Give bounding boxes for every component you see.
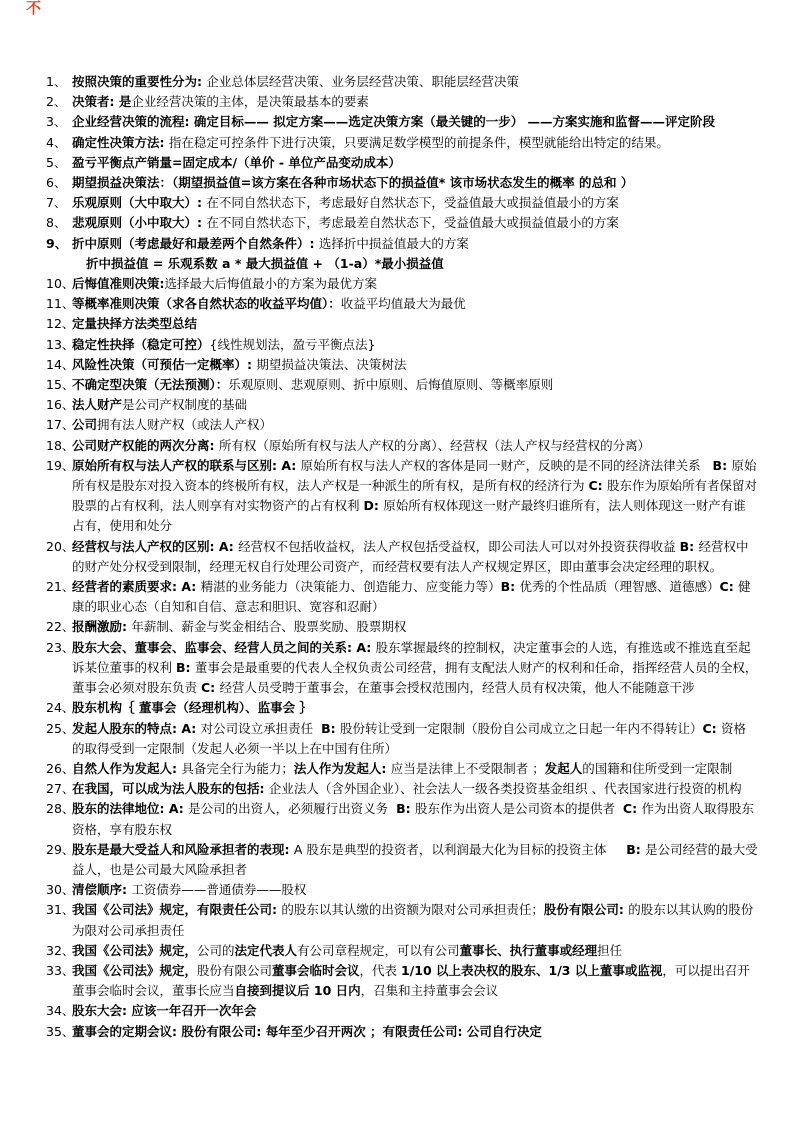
corner-annotation: 不	[26, 0, 42, 17]
item-number: 6、	[46, 175, 67, 191]
list-item	[46, 355, 758, 375]
list-item	[46, 799, 758, 839]
item-text: 在我国，可以成为法人股东的包括: 企业法人（含外国企业）、社会法人一级各类投资基金组织 、代表国家进行投资的机构	[72, 781, 742, 797]
list-item	[46, 133, 758, 153]
list-item	[46, 698, 758, 718]
item-text: 后悔值准则决策:选择最大后悔值最小的方案为最优方案	[72, 276, 378, 292]
item-text: 董事会的定期会议: 股份有限公司: 每年至少召开两次 ；有限责任公司: 公司自行决定	[72, 1023, 542, 1039]
item-text: 按照决策的重要性分为: 企业总体层经营决策、业务层经营决策、职能层经营决策	[72, 74, 519, 89]
item-number: 17、	[46, 417, 75, 433]
list-item	[46, 961, 758, 1001]
item-text: 定量抉择方法类型总结	[72, 316, 198, 332]
item-text: 我国《公司法》规定，股份有限公司董事会临时会议，代表 1/10 以上表决权的股东、1/3 以上董事或监视，可以提出召开董事会临时会议，董事长应当自接到提议后 10 日内，召集和主持董事会会议	[72, 962, 750, 999]
list-item	[46, 375, 758, 395]
list-item	[46, 234, 758, 274]
item-number: 2、	[46, 94, 67, 110]
list-item	[46, 72, 758, 92]
item-number: 23、	[46, 639, 75, 655]
list-item	[46, 537, 758, 577]
list-item	[46, 719, 758, 759]
list-item	[46, 395, 758, 415]
list-item	[46, 173, 758, 193]
list-item	[46, 1022, 758, 1042]
item-text: 企业经营决策的流程: 确定目标—— 拟定方案——选定决策方案（最关键的一步） ——方案实施和监督——评定阶段	[72, 114, 716, 130]
item-text: 公司拥有法人财产权（或法人产权）	[72, 417, 273, 433]
item-number: 16、	[46, 397, 75, 413]
item-number: 29、	[46, 841, 75, 857]
item-text: 报酬激励: 年薪制、薪金与奖金相结合、股票奖励、股票期权	[72, 619, 407, 635]
item-text: 公司财产权能的两次分离: 所有权（原始所有权与法人产权的分离）、经营权（法人产权与经营权的分离）	[72, 437, 651, 453]
list-item	[46, 153, 758, 173]
list-item	[46, 941, 758, 961]
item-text: 折中原则（考虑最好和最差两个自然条件）: 选择折中损益值最大的方案	[72, 235, 469, 251]
list-item	[46, 415, 758, 435]
item-text: 我国《公司法》规定，有限责任公司: 的股东以其认缴的出资额为限对公司承担责任；股份有限公司: 的股东以其认购的股份为限对公司承担责任	[72, 902, 754, 938]
item-number: 27、	[46, 781, 75, 797]
item-text: 发起人股东的特点: A: 对公司设立承担责任 B: 股份转让受到一定限制（股份自公司成立之日起一年内不得转让）C: 资格的取得受到一定限制（发起人必须一半以上在中国有住所）	[72, 720, 747, 756]
item-text: 经营者的素质要求: A: 精湛的业务能力（决策能力、创造能力、应变能力等）B: 优秀的个性品质（理智感、道德感）C: 健康的职业心态（自知和自信、意志和胆识、宽容和忍耐）	[72, 579, 751, 615]
item-text: 我国《公司法》规定，公司的法定代表人有公司章程规定，可以有公司董事长、执行董事或经理担任	[72, 942, 623, 958]
item-number: 4、	[46, 134, 67, 150]
item-number: 26、	[46, 760, 75, 776]
item-text: 股东是最大受益人和风险承担者的表现: A 股东是典型的投资者，以利润最大化为目标的投资主体 B: 是公司经营的最大受益人，也是公司最大风险承担者	[72, 841, 758, 877]
item-text: 原始所有权与法人产权的联系与区别: A: 原始所有权与法人产权的客体是同一财产，反映的是不同的经济法律关系 B: 原始所有权是股东对投入资本的终极所有权，法人产权是一种派生的所有权，是所有权的经济行为 C: 股东作为原始所有者保留对股票的占有权利，法人则享有对实物资产的占有权利 D: 原始所有权体现这一财产最终归谁所有，法人则体现这一财产有谁占有，使用和处分	[72, 457, 758, 534]
item-number: 11、	[46, 296, 75, 312]
list-item	[46, 759, 758, 779]
list-item	[46, 840, 758, 880]
item-subline: 折中损益值 = 乐观系数 a * 最大损益值 + （1-a）*最小损益值	[86, 255, 444, 271]
item-number: 33、	[46, 962, 75, 978]
list-item	[46, 193, 758, 213]
list-item	[46, 1001, 758, 1021]
item-number: 35、	[46, 1023, 75, 1039]
item-text: 风险性决策（可预估一定概率）: 期望损益决策法、决策树法	[72, 356, 407, 372]
item-number: 25、	[46, 720, 75, 736]
item-text: 自然人作为发起人: 具备完全行为能力；法人作为发起人: 应当是法律上不受限制者 ；发起人的国籍和住所受到一定限制	[72, 760, 733, 776]
list-item	[46, 900, 758, 940]
item-number: 12、	[46, 316, 75, 332]
item-number: 32、	[46, 942, 75, 958]
item-number: 24、	[46, 700, 75, 716]
item-number: 18、	[46, 437, 75, 453]
item-text: 决策者: 是企业经营决策的主体，是决策最基本的要素	[72, 94, 369, 110]
list-item	[46, 638, 758, 699]
item-text: 不确定型决策（无法预测）：乐观原则、悲观原则、折中原则、后悔值原则、等概率原则	[72, 377, 554, 393]
item-text: 稳定性抉择（稳定可控）{线性规划法，盈亏平衡点法}	[72, 336, 376, 352]
item-text: 等概率准则决策（求各自然状态的收益平均值）：收益平均值最大为最优	[72, 296, 466, 312]
list-item	[46, 92, 758, 112]
item-number: 7、	[46, 195, 67, 211]
item-number: 22、	[46, 619, 75, 635]
item-number: 14、	[46, 356, 75, 372]
item-text: 股东机构｛ 董事会（经理机构）、监事会 ｝	[72, 700, 312, 716]
item-number: 34、	[46, 1003, 75, 1019]
item-number: 19、	[46, 457, 75, 473]
item-text: 经营权与法人产权的区别: A: 经营权不包括收益权，法人产权包括受益权，即公司法人可以对外投资获得收益 B: 经营权中的财产处分权受到限制，经理无权自行处理公司资产，而经营权要有法人产权规定界区，即由董事会决定经理的职权。	[72, 538, 749, 574]
item-number: 8、	[46, 215, 67, 231]
item-number: 20、	[46, 538, 75, 554]
item-number: 28、	[46, 801, 75, 817]
item-text: 悲观原则（小中取大）: 在不同自然状态下，考虑最差自然状态下，受益值最大或损益值最小的方案	[72, 215, 619, 231]
list-item	[46, 274, 758, 294]
item-text: 期望损益决策法：（期望损益值=该方案在各种市场状态下的损益值* 该市场状态发生的概率 的总和 ）	[72, 175, 634, 191]
item-number: 9、	[46, 235, 68, 251]
item-number: 10、	[46, 276, 75, 292]
list-item	[46, 335, 758, 355]
item-text: 确定性决策方法: 指在稳定可控条件下进行决策，只要满足数学模型的前提条件，模型就能给出特定的结果。	[72, 134, 669, 150]
item-text: 清偿顺序: 工资债券——普通债券——股权	[72, 882, 307, 898]
list-item	[46, 456, 758, 537]
list-item	[46, 880, 758, 900]
item-text: 乐观原则（大中取大）: 在不同自然状态下，考虑最好自然状态下，受益值最大或损益值最小的方案	[72, 195, 619, 211]
list-item	[46, 314, 758, 334]
item-number: 31、	[46, 902, 75, 918]
item-number: 21、	[46, 579, 75, 595]
item-number: 1、	[46, 74, 67, 89]
item-text: 盈亏平衡点产销量=固定成本/（单价 - 单位产品变动成本）	[72, 154, 401, 170]
list-item	[46, 436, 758, 456]
item-number: 15、	[46, 377, 75, 393]
item-text: 股东大会: 应该一年召开一次年会	[72, 1003, 257, 1019]
item-text: 股东的法律地位: A: 是公司的出资人，必须履行出资义务 B: 股东作为出资人是公司资本的提供者 C: 作为出资人取得股东资格，享有股东权	[72, 801, 754, 837]
item-text: 法人财产是公司产权制度的基础	[72, 397, 248, 413]
item-number: 13、	[46, 336, 75, 352]
list-item	[46, 112, 758, 132]
list-item	[46, 577, 758, 617]
list-item	[46, 294, 758, 314]
item-number: 3、	[46, 114, 67, 130]
item-text: 股东大会、董事会、监事会、经营人员之间的关系: A: 股东掌握最终的控制权，决定董事会的人选，有推选或不推选直至起诉某位董事的权利 B: 董事会是最重要的代表人全权负责公司经营，拥有支配法人财产的权利和任命，指挥经营人员的全权，董事会必须对股东负责 C: 经营人员受聘于董事会，在董事会授权范围内，经营人员有权决策，他人不能随意干涉	[72, 639, 758, 696]
item-number: 30、	[46, 882, 75, 898]
list-item	[46, 617, 758, 637]
list-item	[46, 213, 758, 233]
item-number: 5、	[46, 154, 67, 170]
list-item	[46, 779, 758, 799]
